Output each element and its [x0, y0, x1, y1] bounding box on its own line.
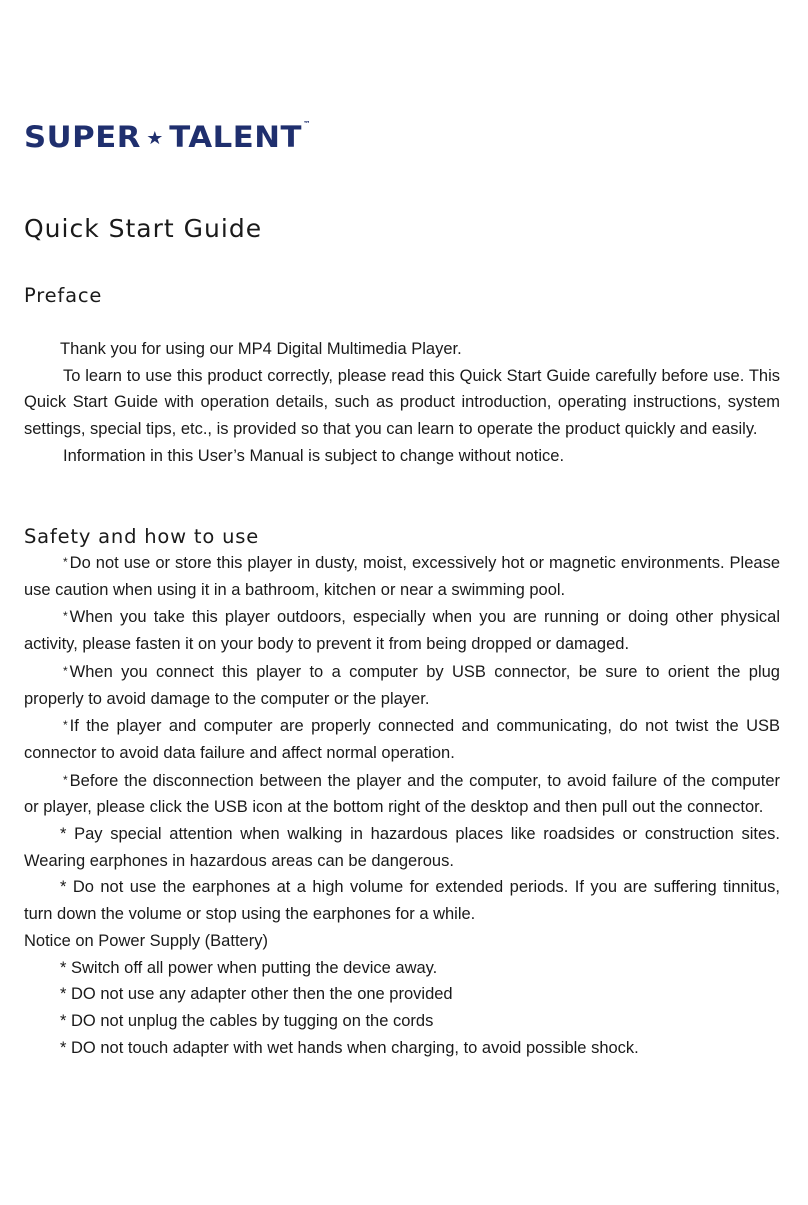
safety-item: * Do not use the earphones at a high volume for extended periods. If you are suffering tinnitus, turn down the volume or stop using the earphones for a while.	[24, 878, 780, 924]
power-item: * DO not unplug the cables by tugging on the cords	[60, 1011, 434, 1030]
safety-item	[24, 549, 780, 603]
safety-section	[24, 549, 780, 1061]
asterisk-marker: *	[63, 609, 68, 624]
logo-star-icon: ★	[146, 128, 164, 149]
preface-paragraph: Information in this User’s Manual is subject to change without notice.	[63, 446, 565, 465]
asterisk-marker: *	[63, 555, 68, 569]
safety-item	[24, 603, 780, 657]
safety-item	[24, 712, 780, 766]
safety-item-text: When you take this player outdoors, especially when you are running or doing other physical activity, please fasten it on your body to prevent it from being dropped or damaged.	[24, 608, 780, 654]
logo-word-super: SUPER	[24, 120, 141, 154]
safety-item-text: Do not use or store this player in dusty, moist, excessively hot or magnetic environments. Please use caution when using it in a bathroom, kitchen or near a swimming pool.	[24, 554, 780, 599]
trademark-mark: ™	[303, 120, 312, 128]
preface-paragraph: Thank you for using our MP4 Digital Multimedia Player.	[60, 340, 462, 358]
safety-heading: Safety and how to use	[24, 525, 259, 548]
asterisk-marker: *	[63, 718, 68, 733]
power-supply-heading: Notice on Power Supply (Battery)	[24, 931, 268, 950]
power-item: * DO not touch adapter with wet hands when charging, to avoid possible shock.	[60, 1038, 639, 1057]
logo-word-talent: TALENT	[169, 120, 303, 154]
asterisk-marker: *	[63, 772, 68, 787]
safety-item-text: Before the disconnection between the player and the computer, to avoid failure of the computer or player, please click the USB icon at the bottom right of the desktop and then pull out the connector.	[24, 771, 780, 817]
safety-item-text: When you connect this player to a computer by USB connector, be sure to orient the plug properly to avoid damage to the computer or the player.	[24, 662, 780, 708]
safety-item-text: If the player and computer are properly connected and communicating, do not twist the USB connector to avoid data failure and affect normal operation.	[24, 717, 780, 762]
power-item: * Switch off all power when putting the device away.	[60, 958, 438, 977]
asterisk-marker: *	[63, 663, 68, 678]
preface-paragraph: To learn to use this product correctly, please read this Quick Start Guide carefully before use. This Quick Start Guide with operation details, such as product introduction, operating instructions, system settings, special tips, etc., is provided so that you can learn to operate the product quickly and easily.	[24, 366, 780, 439]
safety-item: * Pay special attention when walking in hazardous places like roadsides or construction sites. Wearing earphones in hazardous areas can be dangerous.	[24, 825, 780, 870]
power-item: * DO not use any adapter other then the one provided	[60, 985, 453, 1004]
safety-item	[24, 658, 780, 712]
preface-heading: Preface	[24, 284, 103, 307]
super-talent-logo	[24, 118, 311, 154]
preface-section	[24, 336, 780, 470]
safety-item	[24, 767, 780, 821]
document-title: Quick Start Guide	[24, 214, 263, 243]
